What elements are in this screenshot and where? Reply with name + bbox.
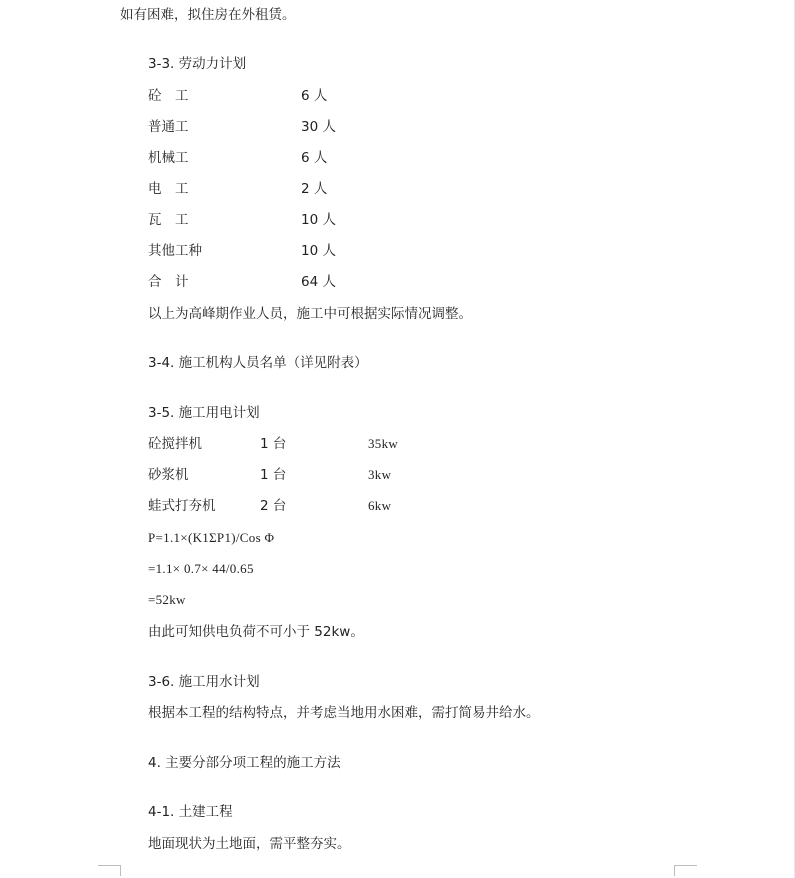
power-formula-step: =1.1× 0.7× 44/0.65 [148, 561, 254, 576]
labor-count: 10 人 [301, 212, 336, 228]
power-value: 6kw [368, 498, 392, 513]
section-4-heading: 4. 主要分部分项工程的施工方法 [148, 755, 341, 771]
labor-count: 6 人 [301, 150, 328, 166]
water-plan-text: 根据本工程的结构特点，并考虑当地用水困难，需打简易井给水。 [148, 705, 540, 721]
labor-count: 2 人 [301, 181, 328, 197]
power-machine: 砂浆机 [148, 467, 189, 483]
labor-role: 普通工 [148, 119, 189, 135]
power-formula: P=1.1×(K1ΣP1)/Cos Φ [148, 530, 275, 545]
labor-count-total: 64 人 [301, 274, 336, 290]
power-value: 35kw [368, 436, 399, 451]
labor-count: 30 人 [301, 119, 336, 135]
labor-role: 瓦 工 [148, 212, 189, 228]
page-margin-mark-left [98, 865, 121, 876]
civil-works-text: 地面现状为土地面，需平整夯实。 [148, 836, 351, 852]
labor-role-total: 合 计 [148, 274, 189, 290]
section-4-1-heading: 4-1. 土建工程 [148, 804, 233, 820]
power-qty: 1 台 [260, 436, 287, 452]
labor-count: 6 人 [301, 88, 328, 104]
power-value: 3kw [368, 467, 392, 482]
labor-note: 以上为高峰期作业人员，施工中可根据实际情况调整。 [148, 306, 472, 322]
labor-role: 机械工 [148, 150, 189, 166]
labor-role: 其他工种 [148, 243, 202, 259]
section-3-3-heading: 3-3. 劳动力计划 [148, 56, 247, 72]
labor-role: 砼 工 [148, 88, 189, 104]
section-3-6-heading: 3-6. 施工用水计划 [148, 674, 260, 690]
power-conclusion: 由此可知供电负荷不可小于 52kw。 [148, 624, 364, 640]
page-margin-mark-right [674, 865, 697, 876]
intro-text: 如有困难，拟住房在外租赁。 [120, 7, 296, 23]
section-3-4-heading: 3-4. 施工机构人员名单（详见附表） [148, 355, 368, 371]
power-machine: 蛙式打夯机 [148, 498, 216, 514]
section-3-5-heading: 3-5. 施工用电计划 [148, 405, 260, 421]
power-formula-result: =52kw [148, 592, 186, 607]
labor-count: 10 人 [301, 243, 336, 259]
power-machine: 砼搅拌机 [148, 436, 202, 452]
power-qty: 1 台 [260, 467, 287, 483]
labor-role: 电 工 [148, 181, 189, 197]
power-qty: 2 台 [260, 498, 287, 514]
